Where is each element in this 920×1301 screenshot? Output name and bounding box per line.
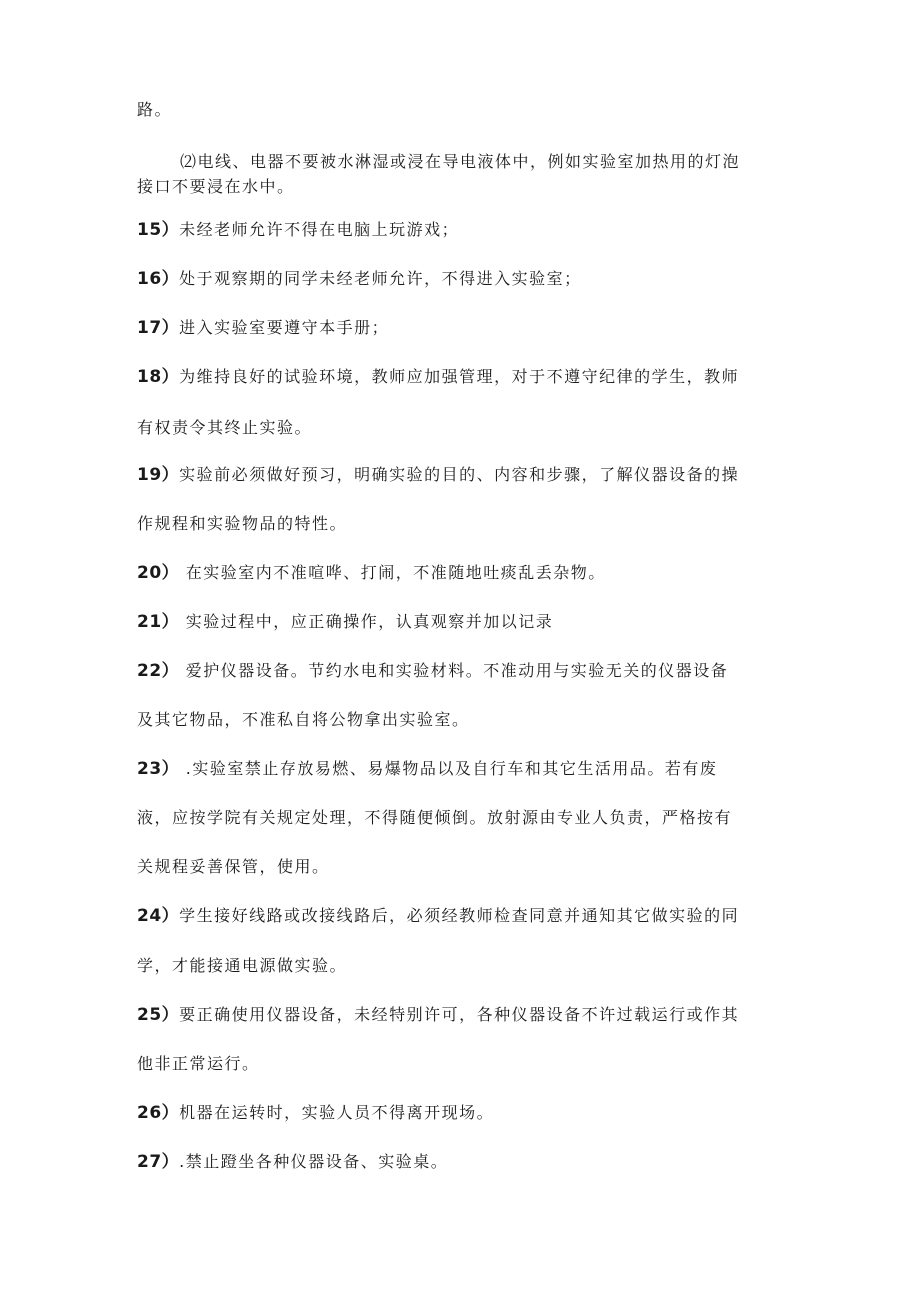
line-text: .禁止蹬坐各种仪器设备、实验桌。 <box>179 1152 449 1171</box>
list-item <box>137 759 787 779</box>
line-text: 实验前必须做好预习，明确实验的目的、内容和步骤，了解仪器设备的操 <box>179 465 740 484</box>
list-item <box>137 906 787 926</box>
line-text: ⑵电线、电器不要被水淋湿或浸在导电液体中，例如实验室加热用的灯泡 <box>180 152 741 171</box>
list-item <box>137 1005 787 1025</box>
line-text: .实验室禁止存放易燃、易爆物品以及自行车和其它生活用品。若有废 <box>179 759 718 778</box>
line-text: 及其它物品，不准私自将公物拿出实验室。 <box>137 710 470 729</box>
list-item <box>137 269 787 289</box>
text-line <box>137 100 787 120</box>
line-text: 机器在运转时，实验人员不得离开现场。 <box>179 1103 495 1122</box>
line-text: 有权责令其终止实验。 <box>137 418 313 437</box>
list-item <box>137 661 787 681</box>
text-line <box>137 177 787 197</box>
list-item <box>137 318 787 338</box>
item-number: 20） <box>137 563 180 583</box>
text-line <box>137 857 787 877</box>
line-text: 爱护仪器设备。节约水电和实验材料。不准动用与实验无关的仪器设备 <box>179 661 729 680</box>
line-text: 为维持良好的试验环境，教师应加强管理，对于不遵守纪律的学生，教师 <box>179 367 740 386</box>
text-line <box>137 808 787 828</box>
item-number: 21） <box>137 612 180 632</box>
item-number: 18） <box>137 367 180 387</box>
line-text: 液，应按学院有关规定处理，不得随便倾倒。放射源由专业人负责，严格按有 <box>137 808 733 827</box>
text-line <box>137 1054 787 1074</box>
list-item <box>137 612 787 632</box>
item-number: 19） <box>137 465 180 485</box>
text-line <box>180 152 830 172</box>
list-item <box>137 1103 787 1123</box>
line-text: 他非正常运行。 <box>137 1054 260 1073</box>
item-number: 25） <box>137 1005 180 1025</box>
line-text: 在实验室内不准喧哗、打闹，不准随地吐痰乱丢杂物。 <box>179 563 606 582</box>
line-text: 未经老师允许不得在电脑上玩游戏； <box>179 220 460 239</box>
text-line <box>137 514 787 534</box>
item-number: 23） <box>137 759 180 779</box>
list-item <box>137 563 787 583</box>
item-number: 26） <box>137 1103 180 1123</box>
line-text: 学生接好线路或改接线路后，必须经教师检查同意并通知其它做实验的同 <box>179 906 740 925</box>
line-text: 关规程妥善保管，使用。 <box>137 857 330 876</box>
item-number: 16） <box>137 269 180 289</box>
line-text: 学，才能接通电源做实验。 <box>137 956 348 975</box>
list-item <box>137 1152 787 1172</box>
text-line <box>137 418 787 438</box>
text-line <box>137 710 787 730</box>
item-number: 17） <box>137 318 180 338</box>
text-line <box>137 956 787 976</box>
line-text: 路。 <box>137 100 173 119</box>
item-number: 27） <box>137 1152 180 1172</box>
list-item <box>137 367 787 387</box>
list-item <box>137 220 787 240</box>
item-number: 22） <box>137 661 180 681</box>
line-text: 要正确使用仪器设备，未经特别许可，各种仪器设备不许过载运行或作其 <box>179 1005 740 1024</box>
line-text: 实验过程中，应正确操作，认真观察并加以记录 <box>179 612 554 631</box>
list-item <box>137 465 787 485</box>
item-number: 15） <box>137 220 180 240</box>
line-text: 进入实验室要遵守本手册； <box>179 318 390 337</box>
line-text: 接口不要浸在水中。 <box>137 177 295 196</box>
item-number: 24） <box>137 906 180 926</box>
line-text: 处于观察期的同学未经老师允许，不得进入实验室； <box>179 269 582 288</box>
line-text: 作规程和实验物品的特性。 <box>137 514 348 533</box>
